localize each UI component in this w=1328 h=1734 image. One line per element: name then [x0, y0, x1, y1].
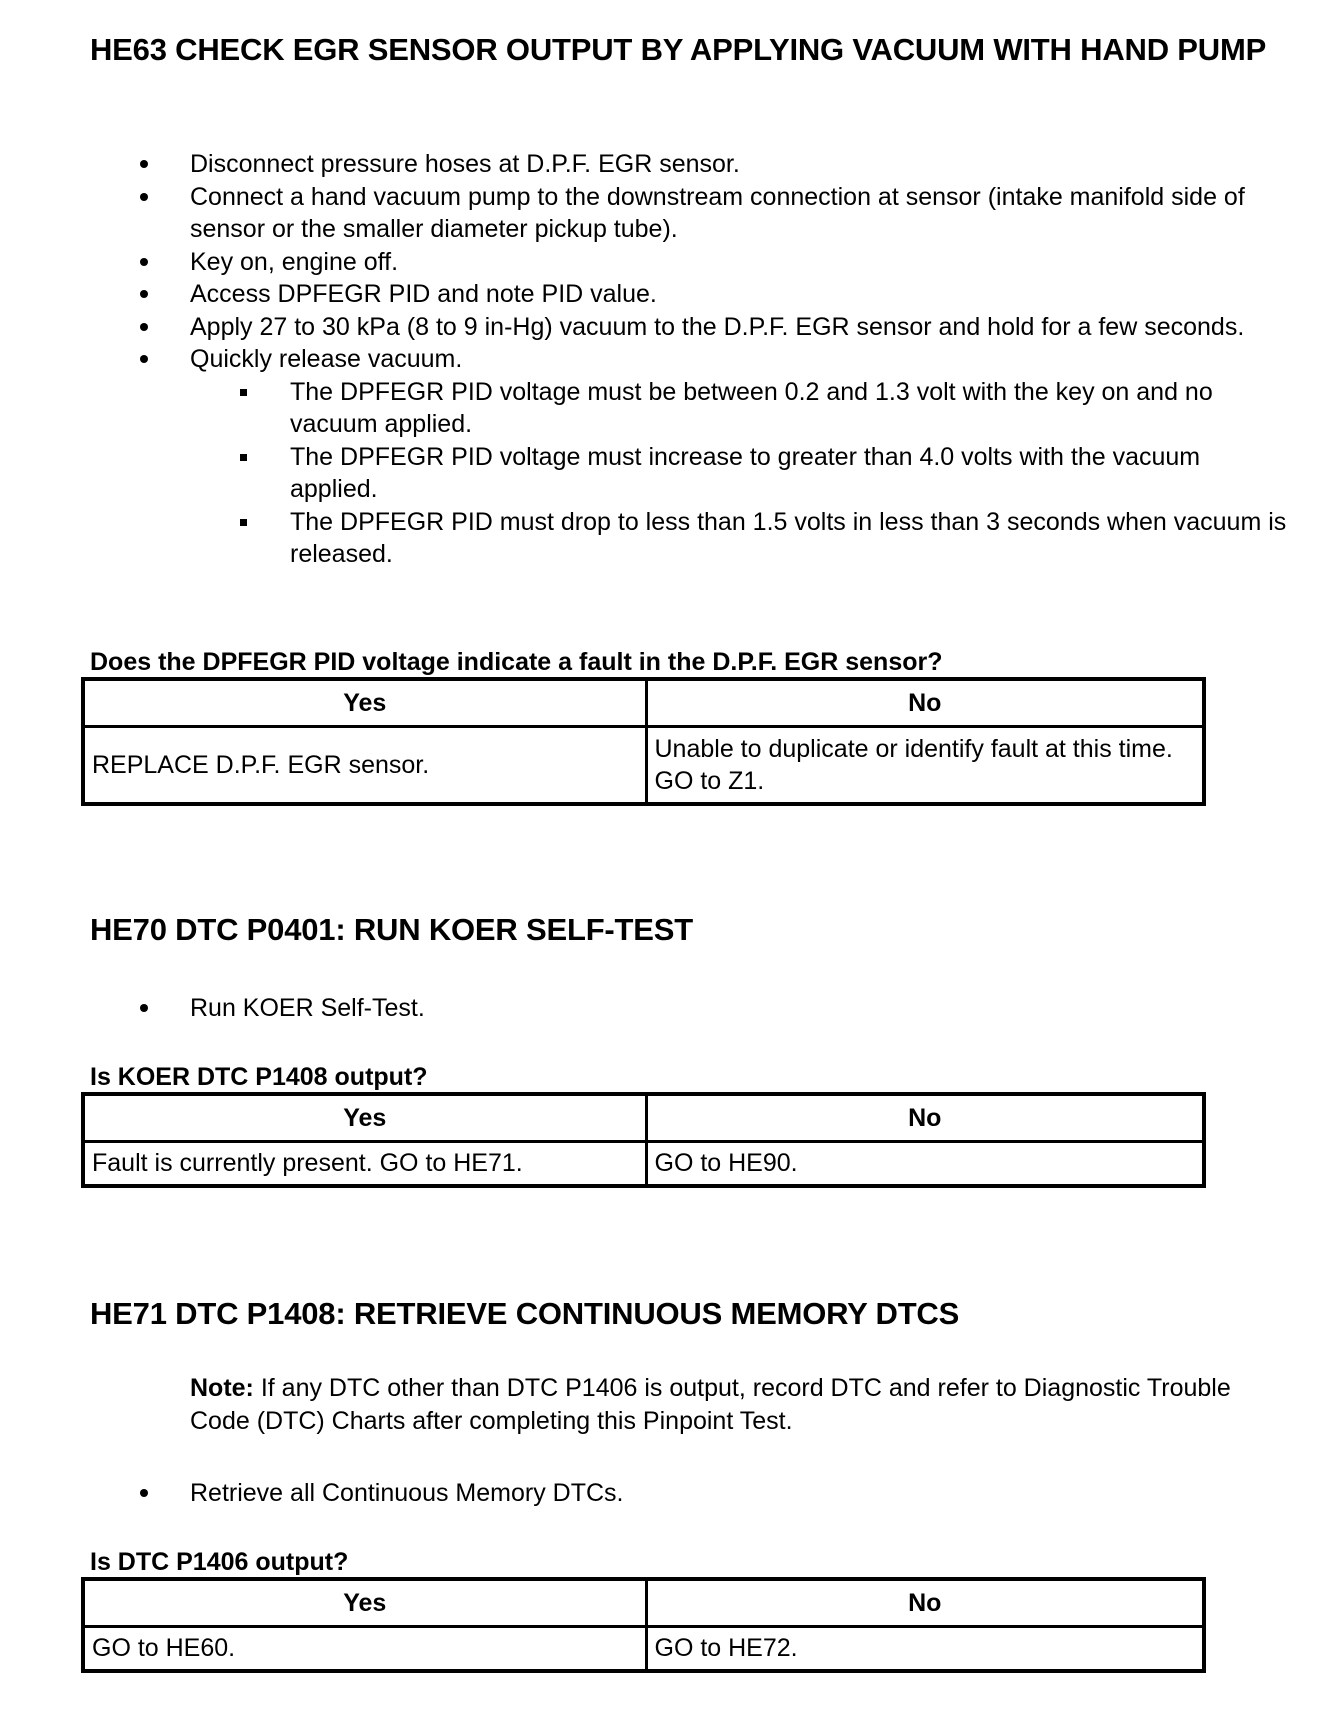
he71-step-list — [0, 1477, 1328, 1510]
table-header-yes: Yes — [83, 679, 646, 727]
list-item — [0, 992, 1328, 1025]
section-heading-he70: HE70 DTC P0401: RUN KOER SELF-TEST — [90, 912, 693, 947]
step-text: Apply 27 to 30 kPa (8 to 9 in-Hg) vacuum to the D.P.F. EGR sensor and hold for a few seconds. — [190, 312, 1245, 341]
list-item — [0, 181, 1328, 246]
list-item — [0, 311, 1328, 344]
table-header-yes: Yes — [83, 1579, 646, 1627]
table-row — [83, 1142, 1204, 1186]
list-item — [0, 148, 1328, 181]
table-row — [83, 1627, 1204, 1671]
he71-question: Is DTC P1406 output? — [90, 1548, 349, 1576]
table-cell-yes: REPLACE D.P.F. EGR sensor. — [83, 727, 646, 804]
bullet-icon — [140, 193, 148, 201]
table-cell-no: GO to HE90. — [646, 1142, 1204, 1186]
table-header-no: No — [646, 679, 1204, 727]
square-bullet-icon — [240, 519, 247, 526]
substep-text: The DPFEGR PID voltage must increase to greater than 4.0 volts with the vacuum applied. — [290, 442, 1201, 503]
he71-note — [190, 1372, 1290, 1437]
step-text: Retrieve all Continuous Memory DTCs. — [190, 1479, 624, 1507]
table-cell-no: Unable to duplicate or identify fault at this time. GO to Z1. — [646, 727, 1204, 804]
bullet-icon — [140, 290, 148, 298]
table-header-yes: Yes — [83, 1094, 646, 1142]
table-header-row — [83, 1094, 1204, 1142]
list-item — [0, 278, 1328, 311]
table-cell-no: GO to HE72. — [646, 1627, 1204, 1671]
table-header-no: No — [646, 1094, 1204, 1142]
square-bullet-icon — [240, 454, 247, 461]
he70-question: Is KOER DTC P1408 output? — [90, 1063, 428, 1091]
substep-text: The DPFEGR PID must drop to less than 1.5 volts in less than 3 seconds when vacuum is released. — [290, 507, 1287, 568]
sub-list-item — [190, 376, 1290, 441]
he63-step-list — [0, 148, 1328, 571]
table-cell-yes: Fault is currently present. GO to HE71. — [83, 1142, 646, 1186]
step-text: Connect a hand vacuum pump to the downstream connection at sensor (intake manifold side of sensor or the smaller diameter pickup tube). — [190, 182, 1245, 243]
he70-decision-table — [81, 1092, 1206, 1188]
bullet-icon — [140, 160, 148, 168]
bullet-icon — [140, 258, 148, 266]
note-text: If any DTC other than DTC P1406 is output, record DTC and refer to Diagnostic Trouble Code (DTC) Charts after completing this Pinpoint Test. — [190, 1374, 1231, 1435]
section-heading-he71: HE71 DTC P1408: RETRIEVE CONTINUOUS MEMORY DTCS — [90, 1296, 960, 1331]
he71-decision-table — [81, 1577, 1206, 1673]
sub-list-item — [190, 506, 1290, 571]
table-header-row — [83, 679, 1204, 727]
step-text: Run KOER Self-Test. — [190, 994, 425, 1022]
table-row — [83, 727, 1204, 804]
list-item — [0, 343, 1328, 571]
he63-question: Does the DPFEGR PID voltage indicate a fault in the D.P.F. EGR sensor? — [90, 648, 943, 676]
square-bullet-icon — [240, 389, 247, 396]
step-text: Key on, engine off. — [190, 247, 399, 276]
note-label: Note: — [190, 1374, 254, 1402]
he63-decision-table — [81, 677, 1206, 806]
bullet-icon — [140, 1489, 148, 1497]
table-header-no: No — [646, 1579, 1204, 1627]
step-text: Access DPFEGR PID and note PID value. — [190, 280, 657, 308]
step-text: Disconnect pressure hoses at D.P.F. EGR sensor. — [190, 150, 740, 178]
table-cell-yes: GO to HE60. — [83, 1627, 646, 1671]
bullet-icon — [140, 355, 148, 363]
sub-list-item — [190, 441, 1290, 506]
he70-step-list — [0, 992, 1328, 1025]
he63-substep-list — [190, 376, 1290, 571]
bullet-icon — [140, 323, 148, 331]
list-item — [0, 246, 1328, 279]
step-text: Quickly release vacuum. — [190, 345, 463, 373]
table-header-row — [83, 1579, 1204, 1627]
substep-text: The DPFEGR PID voltage must be between 0.2 and 1.3 volt with the key on and no vacuum applied. — [290, 377, 1213, 438]
section-heading-he63: HE63 CHECK EGR SENSOR OUTPUT BY APPLYING VACUUM WITH HAND PUMP — [90, 32, 1267, 67]
bullet-icon — [140, 1004, 148, 1012]
list-item — [0, 1477, 1328, 1510]
